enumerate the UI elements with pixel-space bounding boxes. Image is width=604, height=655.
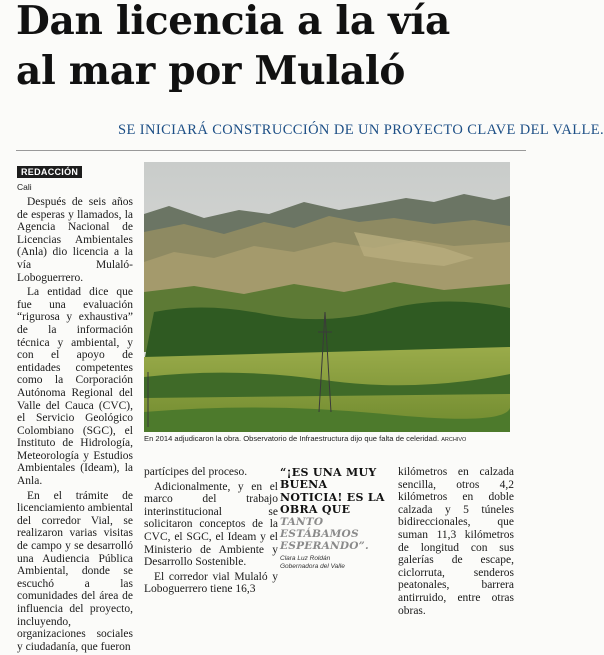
paragraph: En el trámite de licenciamiento ambiental del corredor Vial, se realizaron varias visitas de campo y se desarrolló una Audiencia Pública Ambiental, donde se escuchó a las comunidades del área de influencia del proyecto, incluyendo, organizaciones sociales y ciudadanía, que fueron <box>17 489 133 653</box>
headline <box>16 0 526 96</box>
quote-text-dark: “¡ES UNA MUY BUENA NOTICIA! ES LA OBRA QUE <box>280 466 385 516</box>
subhead: SE INICIARÁ CONSTRUCCIÓN DE UN PROYECTO CLAVE DEL VALLE. <box>118 122 604 138</box>
paragraph: El corredor vial Mulaló y Loboguerrero tiene 16,3 <box>144 570 278 596</box>
caption-text: En 2014 adjudicaron la obra. Observatorio de Infraestructura dijo que falta de celeridad. <box>144 434 440 443</box>
paragraph: Adicionalmente, y en el marco del trabajo interinstitucional se solicitaron conceptos de la CVC, el SGC, el Ideam y el Ministerio de Ambiente y Desarrollo Sostenible. <box>144 480 278 569</box>
body-column-4 <box>398 466 514 619</box>
headline-line-1: Dan licencia a la vía <box>16 0 450 44</box>
quote-author: Clara Luz Roldán <box>280 555 331 563</box>
pull-quote <box>280 467 392 571</box>
photo-credit: ARCHIVO <box>441 437 467 443</box>
body-column-1 <box>17 196 133 655</box>
quote-role: Gobernadora del Valle <box>280 563 345 571</box>
headline-line-2: al mar por Mulaló <box>16 48 406 94</box>
byline-tag: REDACCIÓN <box>17 166 82 178</box>
body-column-2 <box>144 466 278 598</box>
paragraph: Después de seis años de esperas y llamados, la Agencia Nacional de Licencias Ambientales (Anla) dio licencia a la vía Mulaló-Loboguerrero. <box>17 196 133 284</box>
divider <box>16 150 526 151</box>
news-photo <box>144 162 510 432</box>
paragraph: partícipes del proceso. <box>144 466 248 478</box>
paragraph: La entidad dice que fue una evaluación “rigurosa y exhaustiva” de la información técnica y ambiental, y con el apoyo de entidades competentes como la Corporación Autónoma Regional del Valle del Cauca (CVC), el Servicio Geológico Colombiano (SGC), el Instituto de Hidrología, Meteorología y Estudios Ambientales (Ideam), la Anla. <box>17 286 133 488</box>
byline <box>17 162 82 192</box>
mountain-landscape-image <box>144 162 510 432</box>
paragraph: kilómetros en calzada sencilla, otros 4,2 kilómetros en doble calzada y 5 túneles bidireccionales, que suman 11,3 kilómetros de longitud con sus galerías de escape, ciclorruta, senderos peatonales, barrera antirruido, entre otras obras. <box>398 466 514 617</box>
quote-text-gray: TANTO ESTÁBAMOS ESPERANDO”. <box>280 516 369 553</box>
byline-place: Cali <box>17 182 32 192</box>
photo-caption <box>144 434 510 445</box>
